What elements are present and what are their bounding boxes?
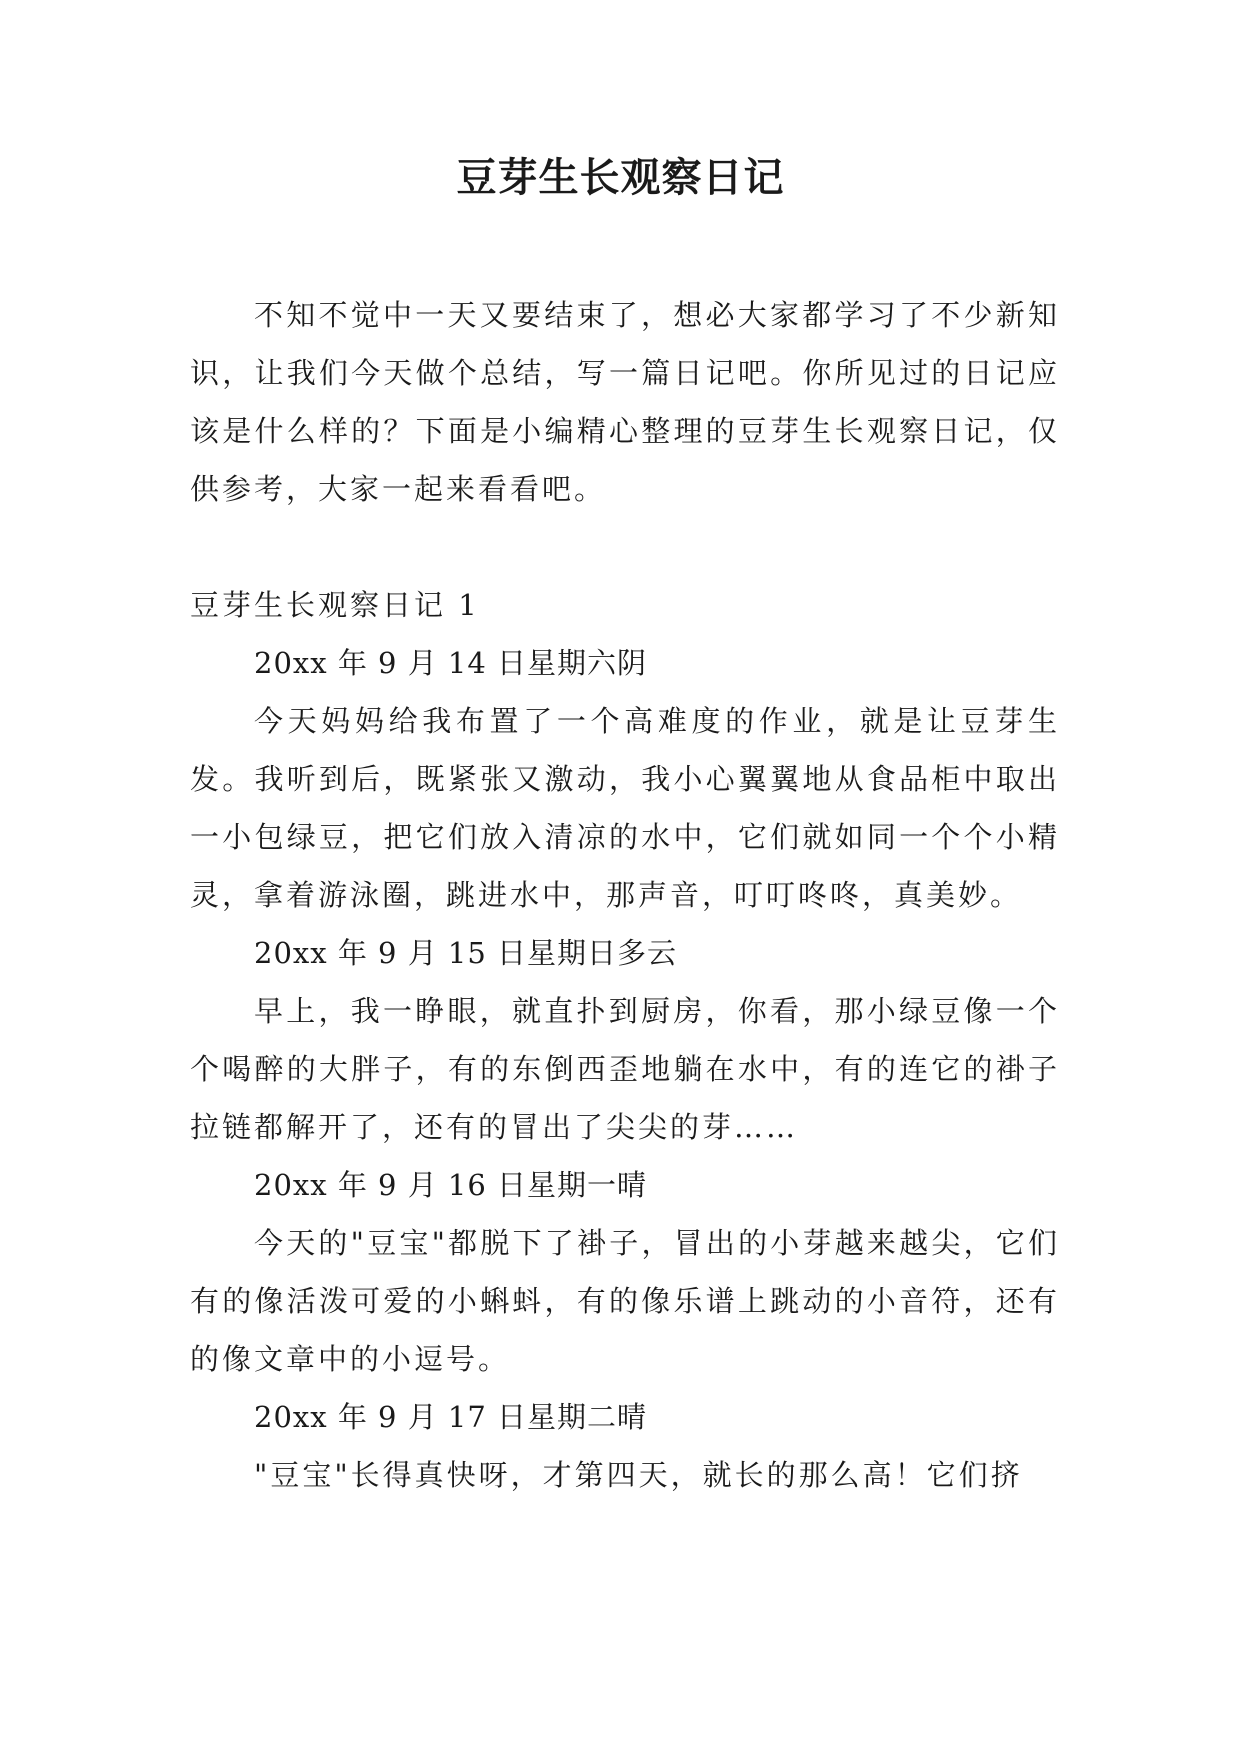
document-title: 豆芽生长观察日记 (456, 154, 785, 201)
entry-date: 20xx 年 9 月 15 日星期日多云 (254, 936, 678, 970)
entry-date: 20xx 年 9 月 14 日星期六阴 (254, 646, 648, 680)
intro-paragraph: 不知不觉中一天又要结束了，想必大家都学习了不少新知识，让我们今天做个总结，写一篇日记吧。你所见过的日记应该是什么样的？下面是小编精心整理的豆芽生长观察日记，仅供参考，大家一起来看看吧。 (190, 298, 1060, 506)
document-body (190, 286, 1060, 1504)
entry-text: "豆宝"长得真快呀，才第四天，就长的那么高！它们挤 (254, 1458, 1023, 1492)
entry-text: 早上，我一睁眼，就直扑到厨房，你看，那小绿豆像一个个喝醉的大胖子，有的东倒西歪地躺在水中，有的连它的褂子拉链都解开了，还有的冒出了尖尖的芽…… (190, 994, 1060, 1144)
paragraph-spacer (190, 518, 1060, 576)
entry-text: 今天的"豆宝"都脱下了褂子，冒出的小芽越来越尖，它们有的像活泼可爱的小蝌蚪，有的像乐谱上跳动的小音符，还有的像文章中的小逗号。 (190, 1226, 1060, 1376)
entry-date: 20xx 年 9 月 17 日星期二晴 (254, 1400, 648, 1434)
entry-text: 今天妈妈给我布置了一个高难度的作业，就是让豆芽生发。我听到后，既紧张又激动，我小心翼翼地从食品柜中取出一小包绿豆，把它们放入清凉的水中，它们就如同一个个小精灵，拿着游泳圈，跳进水中，那声音，叮叮咚咚，真美妙。 (190, 704, 1060, 912)
section-heading: 豆芽生长观察日记 1 (190, 588, 480, 622)
entry-date: 20xx 年 9 月 16 日星期一晴 (254, 1168, 648, 1202)
